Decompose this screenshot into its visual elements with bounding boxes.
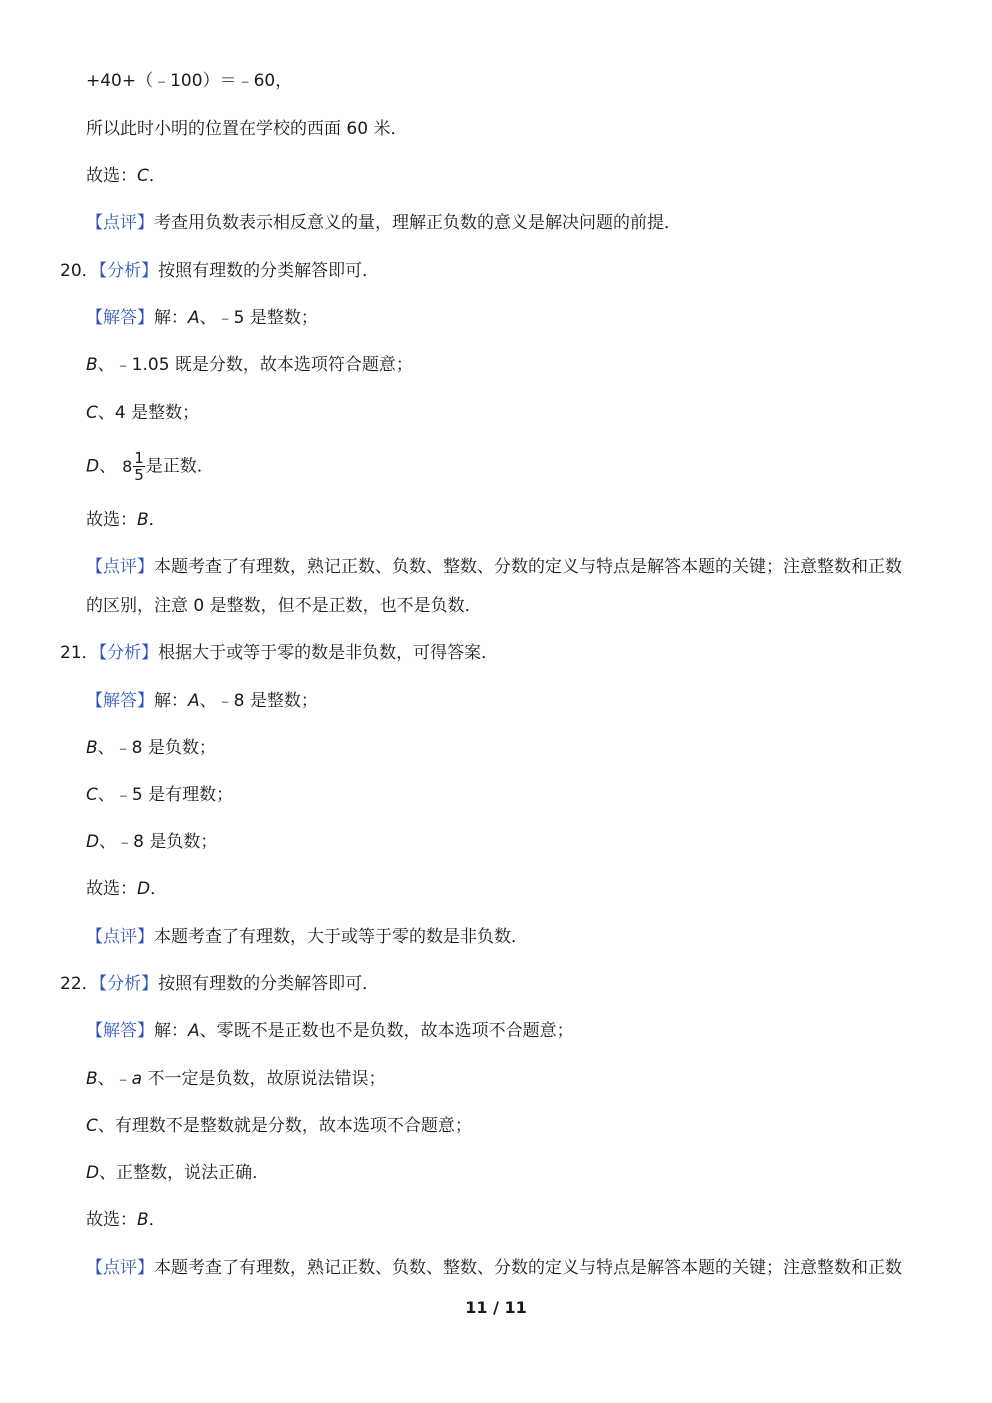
solution-tag: 【解答】	[86, 1021, 154, 1041]
q21-choice-line	[86, 876, 932, 902]
q21-option-b	[86, 735, 932, 761]
option-text: 、﹣5 是有理数；	[97, 785, 234, 805]
q21-analysis-text: 根据大于或等于零的数是非负数，可得答案．	[158, 643, 499, 663]
comment-tag: 【点评】	[86, 213, 154, 233]
q22-solution-a	[86, 1018, 932, 1044]
choice-suffix: ．	[148, 1210, 166, 1230]
q20-analysis-text: 按照有理数的分类解答即可．	[158, 261, 380, 281]
q21-option-d	[86, 829, 932, 855]
fraction-numerator: 1	[134, 449, 144, 467]
option-letter: B	[86, 738, 98, 758]
choice-answer: B	[137, 1210, 149, 1230]
q21-solution-a	[86, 688, 932, 714]
comment-tag: 【点评】	[86, 927, 154, 947]
solution-prefix: 解：	[154, 691, 188, 711]
q20-solution-a	[86, 305, 932, 331]
option-text: 、﹣8 是负数；	[99, 832, 218, 852]
option-text: 、﹣1.05 既是分数，故本选项符合题意；	[97, 355, 413, 375]
solution-prefix: 解：	[154, 308, 188, 328]
analysis-tag: 【分析】	[98, 643, 159, 663]
mixed-number-fraction	[133, 450, 145, 483]
choice-suffix: ．	[150, 879, 168, 899]
conclusion-line	[86, 116, 932, 142]
comment-text: 本题考查了有理数，大于或等于零的数是非负数．	[154, 927, 528, 947]
fraction-denominator: 5	[134, 466, 144, 484]
option-letter: C	[86, 785, 98, 805]
option-letter: B	[86, 355, 98, 375]
option-letter: D	[86, 456, 100, 477]
q21-comment-line	[86, 924, 932, 950]
equation-text: +40+（﹣100）＝﹣60，	[86, 71, 293, 91]
q20-option-d	[86, 449, 932, 484]
choice-answer: D	[137, 879, 151, 899]
q22-analysis-line	[60, 971, 932, 997]
equation-line	[86, 68, 932, 94]
option-text: 是正数．	[145, 456, 214, 477]
analysis-tag: 【分析】	[98, 974, 159, 994]
option-text: 、4 是整数；	[97, 403, 200, 423]
comment-text: 本题考查了有理数，熟记正数、负数、整数、分数的定义与特点是解答本题的关键；注意整数和正数	[154, 1258, 902, 1278]
q20-choice-line	[86, 507, 932, 533]
comment-text: 的区别，注意 0 是整数，但不是正数，也不是负数．	[86, 596, 482, 616]
option-text: 、﹣8 是负数；	[97, 738, 216, 758]
q21-option-c	[86, 782, 932, 808]
option-text: 、﹣8 是整数；	[199, 691, 318, 711]
option-text: 、正整数，说法正确．	[99, 1163, 270, 1183]
choice-prefix: 故选：	[86, 510, 137, 530]
choice-prefix: 故选：	[86, 166, 137, 186]
analysis-tag: 【分析】	[98, 261, 159, 281]
option-text: 、零既不是正数也不是负数，故本选项不合题意；	[199, 1021, 574, 1041]
q22-option-d	[86, 1160, 932, 1186]
q20-comment-line	[86, 554, 932, 580]
choice-line	[86, 163, 932, 189]
comment-line	[86, 210, 932, 236]
q21-number: 21．	[60, 643, 99, 663]
option-letter: A	[188, 691, 200, 711]
choice-prefix: 故选：	[86, 879, 137, 899]
q20-analysis-line	[60, 258, 932, 284]
solution-prefix: 解：	[154, 1021, 188, 1041]
q22-number: 22．	[60, 974, 99, 994]
comment-tag: 【点评】	[86, 557, 154, 577]
choice-prefix: 故选：	[86, 1210, 137, 1230]
q20-number: 20．	[60, 261, 99, 281]
option-text: 不一定是负数，故原说法错误；	[142, 1069, 386, 1089]
option-text: 、有理数不是整数就是分数，故本选项不合题意；	[97, 1116, 472, 1136]
q22-choice-line	[86, 1207, 932, 1233]
mixed-number-whole: 8	[122, 456, 133, 476]
q22-option-c	[86, 1113, 932, 1139]
variable-a: a	[131, 1069, 143, 1089]
q21-analysis-line	[60, 640, 932, 666]
q20-option-c	[86, 400, 932, 426]
option-letter: A	[188, 308, 200, 328]
conclusion-text: 所以此时小明的位置在学校的西面 60 米．	[86, 119, 408, 139]
choice-answer: C	[137, 166, 149, 186]
q20-option-b	[86, 352, 932, 378]
option-letter: D	[86, 1163, 100, 1183]
option-letter: D	[86, 832, 100, 852]
q22-analysis-text: 按照有理数的分类解答即可．	[158, 974, 380, 994]
choice-suffix: ．	[148, 510, 166, 530]
option-letter: C	[86, 403, 98, 423]
q22-option-b	[86, 1066, 932, 1092]
option-letter: A	[188, 1021, 200, 1041]
option-letter: C	[86, 1116, 98, 1136]
q22-comment-line	[86, 1255, 932, 1281]
solution-tag: 【解答】	[86, 691, 154, 711]
option-separator: 、﹣	[97, 1069, 132, 1089]
choice-answer: B	[137, 510, 149, 530]
option-text: 、﹣5 是整数；	[199, 308, 318, 328]
solution-tag: 【解答】	[86, 308, 154, 328]
option-letter: B	[86, 1069, 98, 1089]
choice-suffix: ．	[148, 166, 166, 186]
comment-tag: 【点评】	[86, 1258, 154, 1278]
page-number: 11 / 11	[465, 1298, 527, 1317]
q20-comment-line-2	[86, 593, 932, 619]
comment-text: 考查用负数表示相反意义的量，理解正负数的意义是解决问题的前提．	[154, 213, 681, 233]
comment-text: 本题考查了有理数，熟记正数、负数、整数、分数的定义与特点是解答本题的关键；注意整数和正数	[154, 557, 902, 577]
option-separator: 、	[99, 456, 117, 477]
